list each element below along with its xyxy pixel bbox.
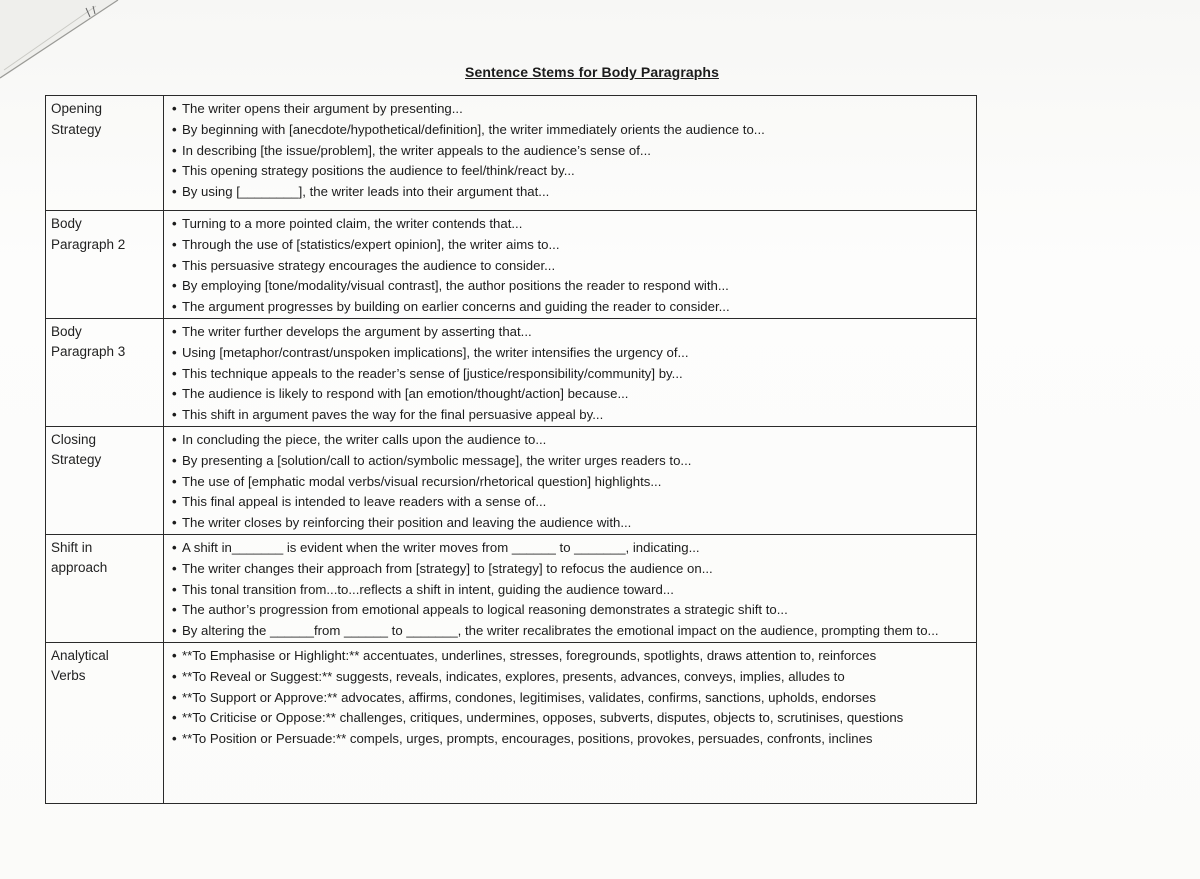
stem-item: • By employing [tone/modality/visual contrast], the author positions the reader to respond with... [172,276,976,297]
stem-list [164,211,976,318]
stem-list [164,96,976,203]
sentence-stems-table [45,95,977,804]
category-label: Body Paragraph 3 [51,323,126,360]
category-label: Opening Strategy [51,101,103,137]
category-cell [46,642,164,803]
stem-item: • By presenting a [solution/call to action/symbolic message], the writer urges readers to... [172,451,976,472]
stems-cell [164,426,977,534]
stem-item: • The use of [emphatic modal verbs/visual recursion/rhetorical question] highlights... [172,472,976,493]
table-row [46,318,977,426]
stem-item: • **To Position or Persuade:** compels, urges, prompts, encourages, positions, provokes, persuades, confronts, inclines [172,729,976,750]
table-row [46,426,977,534]
stem-item: • The writer changes their approach from [strategy] to [strategy] to refocus the audience on... [172,559,976,580]
stem-item: • This shift in argument paves the way for the final persuasive appeal by... [172,405,976,426]
stems-cell [164,96,977,211]
category-cell [46,211,164,319]
category-cell [46,96,164,211]
stem-item: • By altering the ______from ______ to _______, the writer recalibrates the emotional impact on the audience, prompting them to... [172,621,976,642]
stem-item: • **To Criticise or Oppose:** challenges, critiques, undermines, opposes, subverts, disputes, objects to, scrutinises, questions [172,708,976,729]
category-label: Analytical Verbs [51,647,109,684]
stems-cell [164,211,977,319]
stem-list [164,643,976,750]
category-cell [46,426,164,534]
stem-item: • This tonal transition from...to...reflects a shift in intent, guiding the audience toward... [172,580,976,601]
stem-item: • By beginning with [anecdote/hypothetical/definition], the writer immediately orients the audience to... [172,120,976,141]
stem-item: • The argument progresses by building on earlier concerns and guiding the reader to consider... [172,297,976,318]
category-label: Body Paragraph 2 [51,216,126,252]
category-label: Closing Strategy [51,431,102,468]
stem-item: • **To Reveal or Suggest:** suggests, reveals, indicates, explores, presents, advances, conveys, implies, alludes to [172,667,976,688]
table-row [46,211,977,319]
category-label: Shift in approach [51,539,108,576]
table-row [46,642,977,803]
stem-item: • The writer closes by reinforcing their position and leaving the audience with... [172,513,976,534]
stem-item: • The writer opens their argument by presenting... [172,99,976,120]
page-title: Sentence Stems for Body Paragraphs [465,64,719,80]
category-cell [46,318,164,426]
stem-item: • In describing [the issue/problem], the writer appeals to the audience’s sense of... [172,141,976,162]
stem-item: • This technique appeals to the reader’s sense of [justice/responsibility/community] by... [172,364,976,385]
stem-item: • The writer further develops the argument by asserting that... [172,322,976,343]
stem-item: • By using [________], the writer leads into their argument that... [172,182,976,203]
stems-cell [164,534,977,642]
stem-item: • This opening strategy positions the audience to feel/think/react by... [172,161,976,182]
stem-item: • The audience is likely to respond with [an emotion/thought/action] because... [172,384,976,405]
stem-list [164,319,976,426]
stem-item: • In concluding the piece, the writer calls upon the audience to... [172,430,976,451]
stem-item: • **To Emphasise or Highlight:** accentuates, underlines, stresses, foregrounds, spotlights, draws attention to, reinforces [172,646,976,667]
table-row [46,534,977,642]
table-row [46,96,977,211]
category-cell [46,534,164,642]
stem-item: • Through the use of [statistics/expert opinion], the writer aims to... [172,235,976,256]
stem-list [164,535,976,642]
stem-item: • Turning to a more pointed claim, the writer contends that... [172,214,976,235]
stems-cell [164,318,977,426]
stem-item: • The author’s progression from emotional appeals to logical reasoning demonstrates a strategic shift to... [172,600,976,621]
stem-item: • This persuasive strategy encourages the audience to consider... [172,256,976,277]
stem-list [164,427,976,534]
stem-item: • Using [metaphor/contrast/unspoken implications], the writer intensifies the urgency of... [172,343,976,364]
stems-cell [164,642,977,803]
stem-item: • A shift in_______ is evident when the writer moves from ______ to _______, indicating... [172,538,976,559]
stem-item: • This final appeal is intended to leave readers with a sense of... [172,492,976,513]
stem-item: • **To Support or Approve:** advocates, affirms, condones, legitimises, validates, confirms, sanctions, upholds, endorses [172,688,976,709]
